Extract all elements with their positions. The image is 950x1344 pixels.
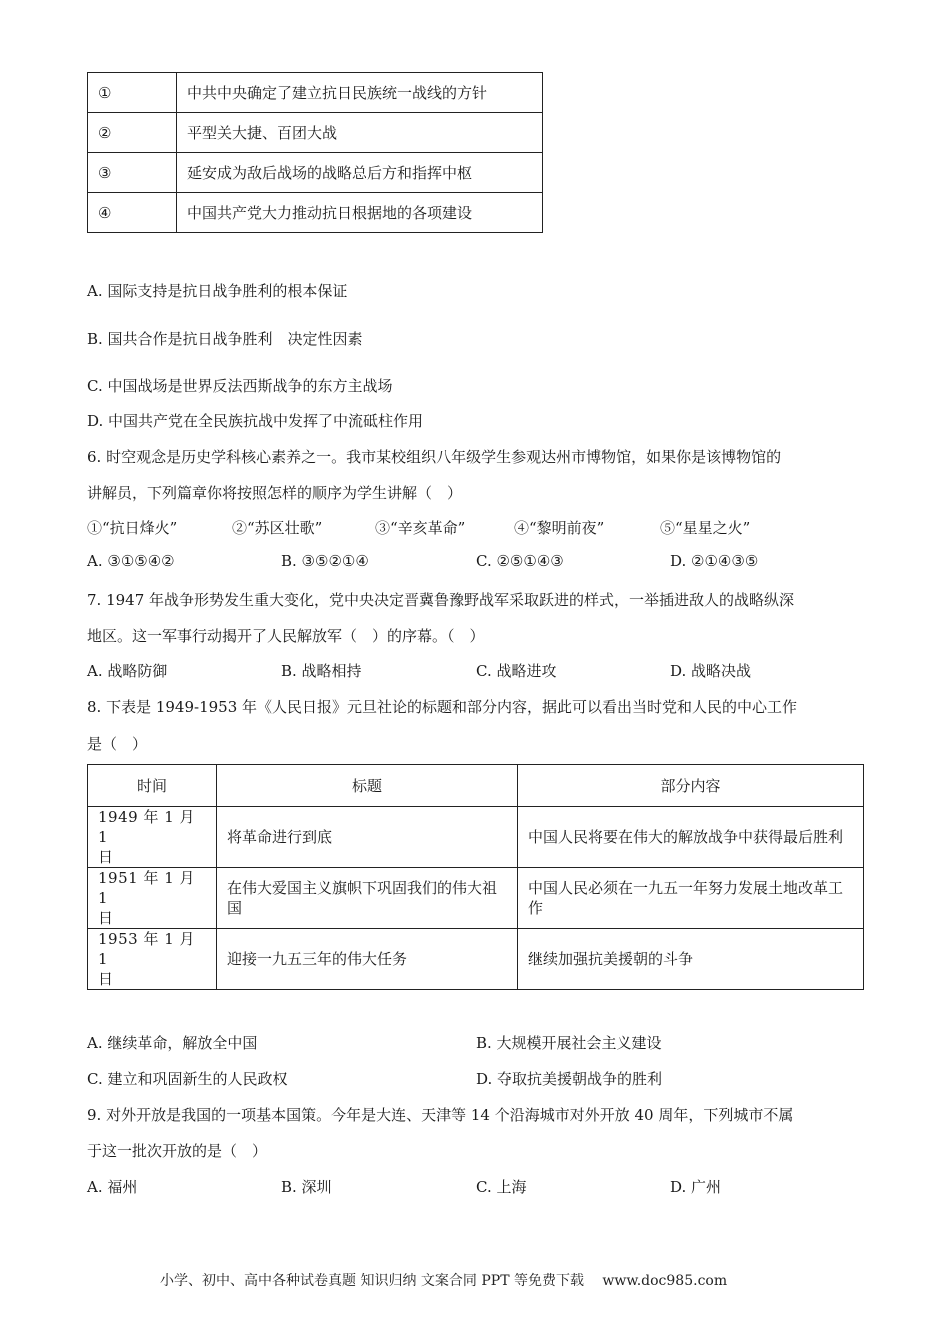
cell-content: 中国人民将要在伟大的解放战争中获得最后胜利: [518, 807, 864, 868]
q6-item-3: ③“辛亥革命”: [375, 519, 466, 537]
header-content: 部分内容: [518, 765, 864, 807]
q8-option-a: A. 继续革命，解放全中国: [87, 1034, 258, 1052]
q6-option-a: A. ③①⑤④②: [87, 552, 175, 570]
q5-option-a: A. 国际支持是抗日战争胜利的根本保证: [87, 282, 348, 300]
row-number: ①: [88, 73, 177, 113]
cell-title: 迎接一九五三年的伟大任务: [217, 929, 518, 990]
table-row: [88, 73, 543, 113]
q6-option-c: C. ②⑤①④③: [476, 552, 564, 570]
q9-stem-line2: 于这一批次开放的是（ ）: [87, 1142, 268, 1160]
row-text: 平型关大捷、百团大战: [177, 113, 543, 153]
cell-title: 在伟大爱国主义旗帜下巩固我们的伟大祖国: [217, 868, 518, 929]
q8-option-b: B. 大规模开展社会主义建设: [476, 1034, 662, 1052]
q6-stem-line2: 讲解员，下列篇章你将按照怎样的顺序为学生讲解（ ）: [87, 484, 463, 502]
q9-stem-line1: 9. 对外开放是我国的一项基本国策。今年是大连、天津等 14 个沿海城市对外开放 40 周年，下列城市不属: [87, 1106, 794, 1124]
q6-item-4: ④“黎明前夜”: [514, 519, 605, 537]
q9-option-b: B. 深圳: [281, 1178, 332, 1196]
table-row: [88, 868, 864, 929]
table-row: [88, 153, 543, 193]
table-row: [88, 929, 864, 990]
table-row: [88, 193, 543, 233]
cell-date: [88, 807, 217, 868]
date-line2: 日: [98, 909, 114, 927]
q8-option-d: D. 夺取抗美援朝战争的胜利: [476, 1070, 663, 1088]
q8-stem-line1: 8. 下表是 1949-1953 年《人民日报》元旦社论的标题和部分内容，据此可以看出当时党和人民的中心工作: [87, 698, 798, 716]
q9-option-a: A. 福州: [87, 1178, 138, 1196]
q8-option-c: C. 建立和巩固新生的人民政权: [87, 1070, 288, 1088]
cell-date: [88, 868, 217, 929]
cell-content: 继续加强抗美援朝的斗争: [518, 929, 864, 990]
page-footer: 小学、初中、高中各种试卷真题 知识归纳 文案合同 PPT 等免费下载 www.doc985.com: [160, 1273, 728, 1289]
header-title: 标题: [217, 765, 518, 807]
q7-stem-line2: 地区。这一军事行动揭开了人民解放军（ ）的序幕。（ ）: [87, 627, 485, 645]
q9-option-d: D. 广州: [670, 1178, 722, 1196]
q6-item-1: ①“抗日烽火”: [87, 519, 178, 537]
table-row: [88, 113, 543, 153]
row-text: 延安成为敌后战场的战略总后方和指挥中枢: [177, 153, 543, 193]
cell-content: 中国人民必须在一九五一年努力发展土地改革工作: [518, 868, 864, 929]
q7-option-b: B. 战略相持: [281, 662, 362, 680]
q7-option-d: D. 战略决战: [670, 662, 752, 680]
row-number: ②: [88, 113, 177, 153]
q6-item-2: ②“苏区壮歌”: [232, 519, 323, 537]
date-line2: 日: [98, 848, 114, 866]
header-date: 时间: [88, 765, 217, 807]
q7-option-c: C. 战略进攻: [476, 662, 557, 680]
cell-title: 将革命进行到底: [217, 807, 518, 868]
date-line2: 日: [98, 970, 114, 988]
q5-option-d: D. 中国共产党在全民族抗战中发挥了中流砥柱作用: [87, 412, 424, 430]
q7-stem-line1: 7. 1947 年战争形势发生重大变化，党中央决定晋冀鲁豫野战军采取跃进的样式，一举插进敌人的战略纵深: [87, 591, 795, 609]
date-line1: 1949 年 1 月 1: [98, 808, 196, 846]
q6-stem-line1: 6. 时空观念是历史学科核心素养之一。我市某校组织八年级学生参观达州市博物馆，如果你是该博物馆的: [87, 448, 782, 466]
table-header-row: [88, 765, 864, 807]
events-table: [87, 72, 543, 233]
cell-date: [88, 929, 217, 990]
q7-option-a: A. 战略防御: [87, 662, 168, 680]
row-number: ③: [88, 153, 177, 193]
q6-item-5: ⑤“星星之火”: [660, 519, 751, 537]
row-text: 中共中央确定了建立抗日民族统一战线的方针: [177, 73, 543, 113]
table-row: [88, 807, 864, 868]
q9-option-c: C. 上海: [476, 1178, 527, 1196]
q5-option-c: C. 中国战场是世界反法西斯战争的东方主战场: [87, 377, 393, 395]
q6-option-d: D. ②①④③⑤: [670, 552, 759, 570]
q8-stem-line2: 是（ ）: [87, 735, 148, 753]
row-text: 中国共产党大力推动抗日根据地的各项建设: [177, 193, 543, 233]
q6-option-b: B. ③⑤②①④: [281, 552, 369, 570]
date-line1: 1953 年 1 月 1: [98, 930, 196, 968]
date-line1: 1951 年 1 月 1: [98, 869, 196, 907]
q5-option-b: B. 国共合作是抗日战争胜利 决定性因素: [87, 330, 363, 348]
row-number: ④: [88, 193, 177, 233]
editorial-table: [87, 764, 864, 990]
